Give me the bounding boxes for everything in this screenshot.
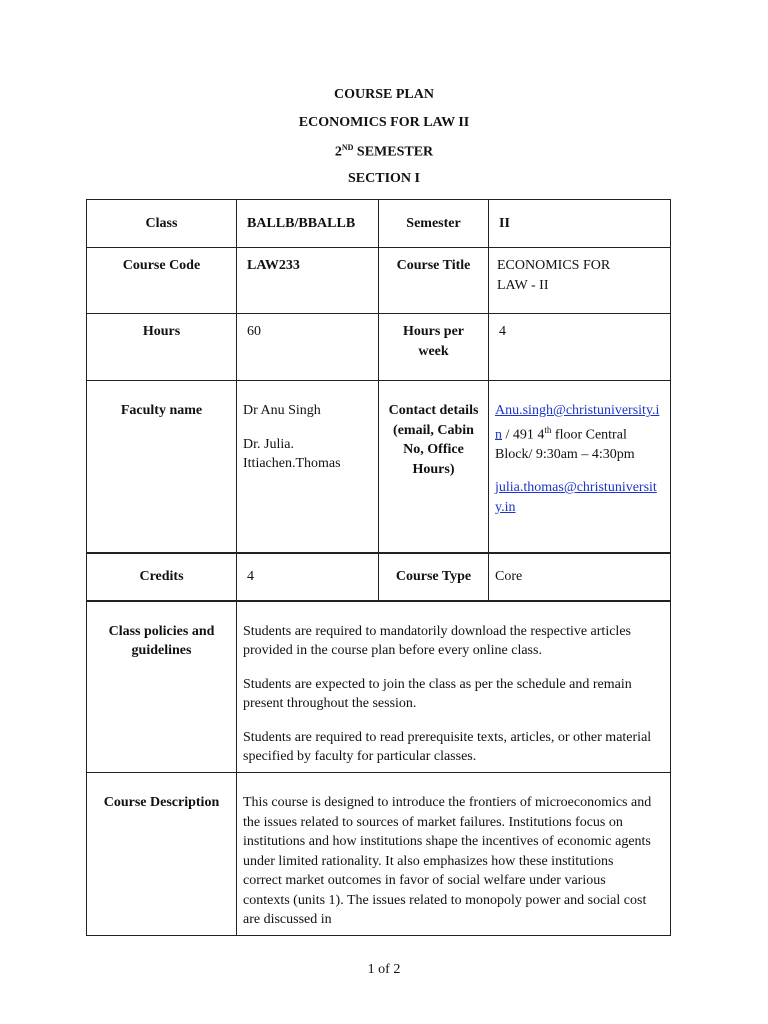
credits-label: Credits [87, 553, 237, 601]
room-ordinal: th [544, 424, 552, 435]
course-code-label: Course Code [87, 248, 237, 314]
doc-title: COURSE PLAN [334, 87, 434, 102]
faculty-name-2: Dr. Julia. Ittiachen.Thomas [243, 436, 341, 471]
course-title-value: ECONOMICS FOR LAW - II [489, 248, 671, 314]
course-name: ECONOMICS FOR LAW II [298, 115, 470, 130]
policy-1: Students are required to mandatorily download the respective articles provided in the course plan before every online class. [243, 623, 631, 658]
policies-content [237, 601, 671, 773]
hours-per-week-value: 4 [489, 314, 671, 381]
semester-label: Semester [379, 200, 489, 248]
course-type-value: Core [489, 553, 671, 601]
faculty-names [237, 381, 379, 553]
policy-2: Students are expected to join the class as per the schedule and remain present throughout the session. [243, 676, 632, 711]
row-credits [87, 553, 671, 601]
email-link-1[interactable]: Anu.singh@christuniversity.in [495, 403, 660, 443]
description-text: This course is designed to introduce the frontiers of microeconomics and the issues related to sources of market failures. Institutions focus on institutions and how institutions shape the incentives of economic agents under limited rationality. It also emphasizes how these institutions correct market outcomes in favor of social welfare under various contexts (units 1). The issues related to monopoly power and social cost are discussed in [237, 773, 671, 936]
row-class [87, 200, 671, 248]
semester-heading [0, 143, 768, 161]
row-faculty [87, 381, 671, 553]
section-heading: SECTION I [348, 171, 420, 186]
class-value: BALLB/BBALLB [237, 200, 379, 248]
hours-label: Hours [87, 314, 237, 381]
page-number: 1 of 2 [367, 962, 401, 977]
row-description [87, 773, 671, 936]
course-title-label: Course Title [379, 248, 489, 314]
policies-label: Class policies and guidelines [87, 601, 237, 773]
hours-value: 60 [237, 314, 379, 381]
course-type-label: Course Type [379, 553, 489, 601]
semester-number: 2 [334, 144, 342, 160]
class-label: Class [87, 200, 237, 248]
hours-per-week-label: Hours per week [379, 314, 489, 381]
faculty-label: Faculty name [87, 381, 237, 553]
course-plan-table [86, 199, 671, 936]
row-policies [87, 601, 671, 773]
faculty-name-1: Dr Anu Singh [243, 403, 321, 418]
policy-3: Students are required to read prerequisite texts, articles, or other material specified by faculty for particular classes. [243, 729, 652, 764]
room-office-hours: floor Central Block/ 9:30am – 4:30pm [495, 427, 635, 462]
credits-value: 4 [237, 553, 379, 601]
row-hours [87, 314, 671, 381]
description-label: Course Description [87, 773, 237, 936]
semester-ordinal: ND [341, 143, 354, 152]
room-prefix: / 491 4 [502, 427, 545, 443]
semester-value: II [489, 200, 671, 248]
course-code-value: LAW233 [237, 248, 379, 314]
contact-label: Contact details (email, Cabin No, Office Hours) [379, 381, 489, 553]
semester-word: SEMESTER [356, 144, 434, 160]
contact-details [489, 381, 671, 553]
email-link-2[interactable]: julia.thomas@christuniversity.in [495, 480, 657, 515]
row-course-code [87, 248, 671, 314]
